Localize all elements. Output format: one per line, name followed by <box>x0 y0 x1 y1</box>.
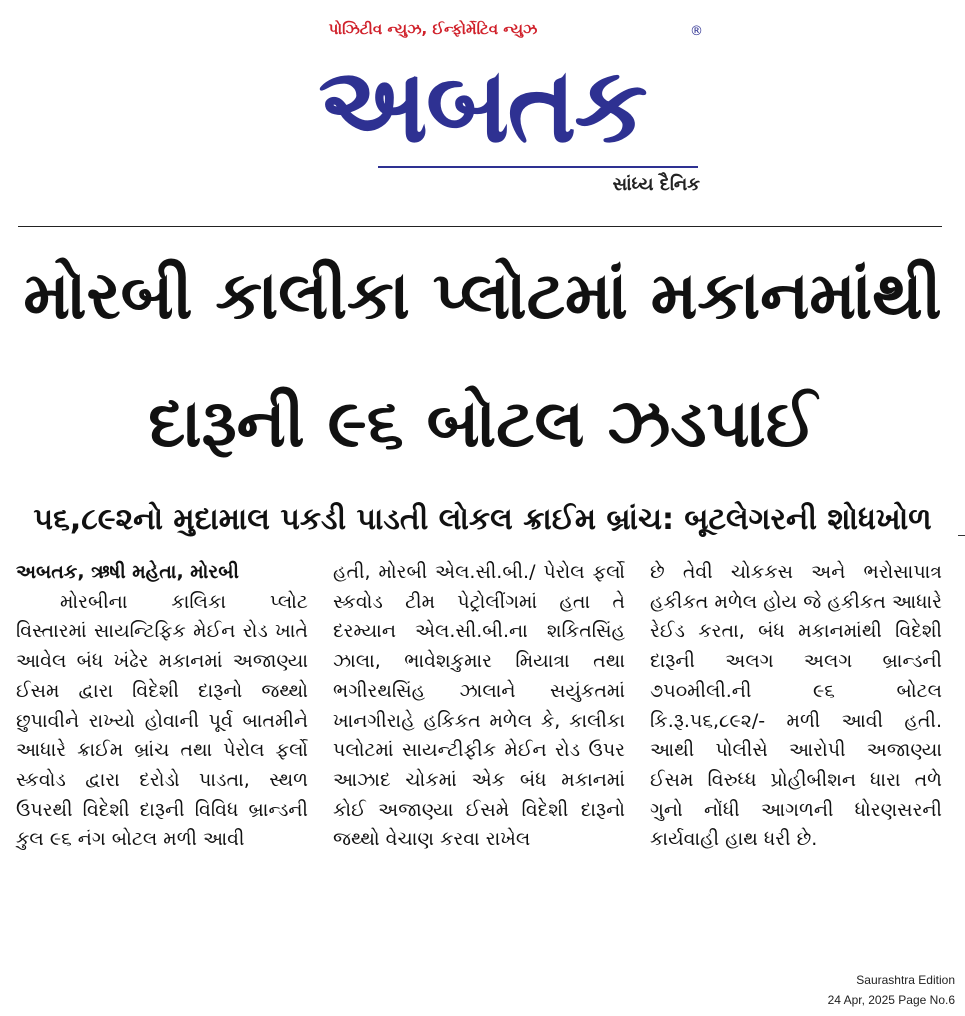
edition-name: Saurashtra Edition <box>856 973 955 987</box>
article-subheadline: ૫૬,૮૯૨નો મુદામાલ પકડી પાડતી લોકલ ક્રાઈમ બ્રાંચ: બૂટલેગરની શોધખોળ <box>33 502 932 537</box>
date-page-number: 24 Apr, 2025 Page No.6 <box>827 993 955 1007</box>
column-2-text: હતી, મોરબી એલ.સી.બી./ પેરોલ ફર્લો સ્કવોડ ટીમ પેટ્રોલીંગમાં હતા તે દરમ્યાન એલ.સી.બી.ના શકિતસિંહ ઝાલા, ભાવેશકુમાર મિયાત્રા તથા ભગીરથસિંહ ઝાલાને સયુંકતમાં ખાનગીરાહે હકિકત મળેલ કે, કાલીકા પલોટમાં સાયન્ટીફીક મેઈન રોડ ઉપર આઝાદ ચોકમાં એક બંધ મકાનમાં કોઈ અજાણ્યા ઈસમે વિદેશી દારૂનો જથ્થો વેચાણ કરવા રાખેલ <box>333 561 625 851</box>
logo-underline <box>378 166 698 168</box>
article-column-2 <box>333 558 625 855</box>
masthead-tagline: પોઝિટીવ ન્યુઝ, ઈન્ફોર્મેટિવ ન્યુઝ <box>328 20 538 38</box>
masthead <box>0 0 965 215</box>
article-body <box>16 558 946 958</box>
header-divider <box>18 226 942 227</box>
edition-type: સાંધ્ય દૈનિક <box>612 174 700 195</box>
article-column-3 <box>650 558 942 855</box>
article-column-1 <box>16 558 308 855</box>
margin-mark <box>958 535 965 536</box>
article-headline: મોરબી કાલીકા પ્લોટમાં મકાનમાંથી દારૂની ૯૬ બોટલ ઝડપાઈ <box>23 257 942 462</box>
page-footer <box>828 970 955 1010</box>
article-byline: અબતક, ઋષી મહેતા, મોરબી <box>16 561 239 583</box>
registered-mark-icon: ® <box>690 24 703 39</box>
newspaper-logo: અબતક <box>318 44 646 166</box>
column-1-text: મોરબીના કાલિકા પ્લોટ વિસ્તારમાં સાયન્ટિફિક મેઈન રોડ ખાતે આવેલ બંધ ખંઢેર મકાનમાં અજાણ્યા ઈસમ દ્વારા વિદેશી દારૂનો જથ્થો છુપાવીને રાખ્યો હોવાની પૂર્વ બાતમીને આધારે ક્રાઈમ બ્રાંચ તથા પેરોલ ફર્લો સ્કવોડ દ્વારા દરોડો પાડતા, સ્થળ ઉપરથી વિદેશી દારૂની વિવિધ બ્રાન્ડની કુલ ૯૬ નંગ બોટલ મળી આવી <box>16 590 308 851</box>
column-3-text: છે તેવી ચોકકસ અને ભરોસાપાત્ર હકીકત મળેલ હોય જે હકીકત આધારે રેઈડ કરતા, બંધ મકાનમાંથી વિદેશી દારૂની અલગ અલગ બ્રાન્ડની ૭૫૦મીલી.ની ૯૬ બોટલ કિ.રૂ.૫૬,૮૯૨/- મળી આવી હતી. આથી પોલીસે આરોપી અજાણ્યા ઈસમ વિરુધ્ધ પ્રોહીબીશન ધારા તળે ગુનો નોંધી આગળની ધોરણસરની કાર્યવાહી હાથ ધરી છે. <box>650 561 942 851</box>
